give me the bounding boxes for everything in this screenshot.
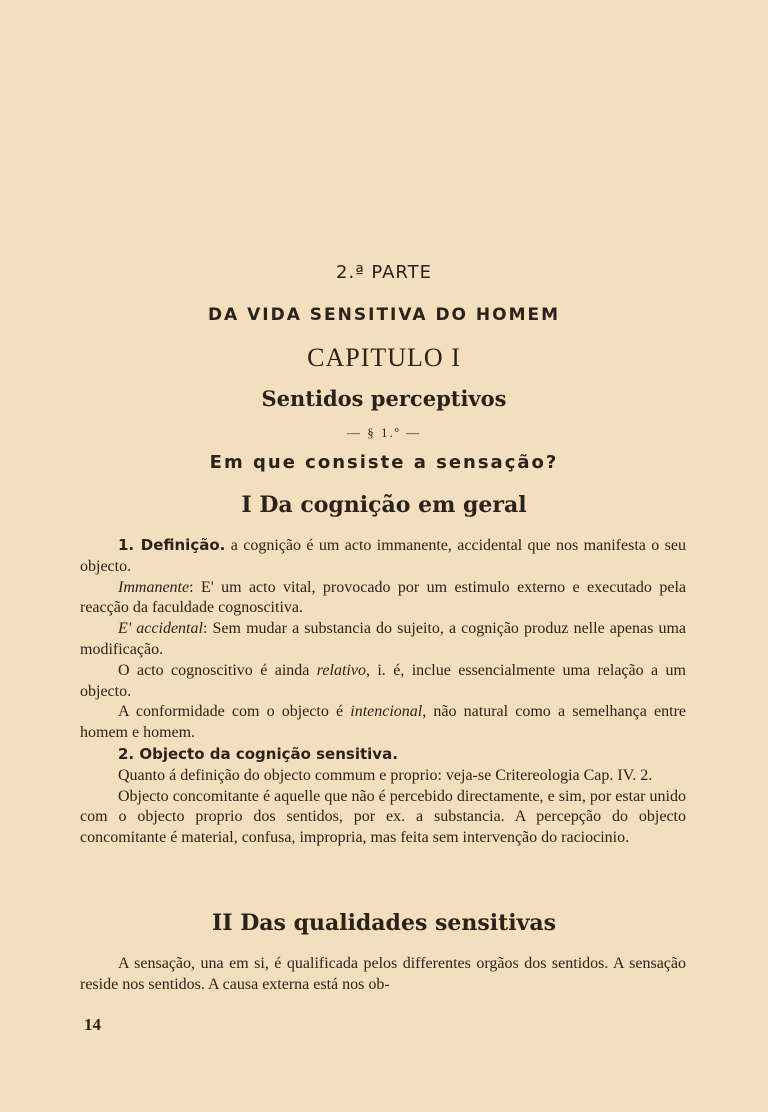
page-number: 14 <box>84 1015 101 1034</box>
section-heading-1: I Da cognição em geral <box>241 492 527 518</box>
section-heading-2: II Das qualidades sensitivas <box>211 910 557 936</box>
immanente-text: : E' um acto vital, provocado por um estimulo externo e executado pela reacção da faculdade cognoscitiva. <box>80 578 686 617</box>
relativo-text-a: O acto cognoscitivo é ainda <box>118 661 317 679</box>
question-heading: Em que consiste a sensação? <box>209 452 559 473</box>
definition-text: a cognição é um acto immanente, accidental que nos manifesta o seu objecto. <box>80 537 687 575</box>
paragraph-immanente <box>80 578 686 620</box>
part-title: DA VIDA SENSITIVA DO HOMEM <box>207 305 561 325</box>
intencional-term: intencional <box>350 703 423 721</box>
intencional-text-b: , não natural como a semelhança entre homem e homem. <box>80 703 686 742</box>
paragraph-definition <box>80 535 686 578</box>
paragraph-objecto-heading <box>80 744 686 766</box>
paragraph-accidental <box>80 619 686 661</box>
chapter-title: Sentidos perceptivos <box>261 386 507 411</box>
relativo-text-b: , i. é, inclue essencialmente uma relação a um objecto. <box>80 661 686 700</box>
definition-label: 1. Definição. <box>118 536 226 554</box>
paragraph-relativo <box>80 661 686 703</box>
accidental-term: E' accidental <box>118 620 203 638</box>
objecto-label: 2. Objecto da cognição sensitiva. <box>118 744 398 763</box>
accidental-text: : Sem mudar a substancia do sujeito, a cognição produz nelle apenas uma modificação. <box>80 620 686 658</box>
paragraph-concomitante: Objecto concomitante é aquelle que não é percebido directamente, e sim, por estar unido com o objecto proprio dos sentidos, por ex. a substancia. A percepção do objecto concomitante é material, confusa, impropria, mas feita sem intervenção do raciocinio. <box>80 787 686 847</box>
paragraph-sensacao: A sensação, una em si, é qualificada pelos differentes orgãos dos sentidos. A sensação reside nos sentidos. A causa externa está nos ob- <box>80 955 686 993</box>
paragraph-definicao-objecto: Quanto á definição do objecto commum e proprio: veja-se Critereologia Cap. IV. 2. <box>118 766 653 784</box>
relativo-term: relativo <box>316 661 366 679</box>
paragraph-intencional <box>80 702 686 744</box>
section-2-body <box>80 954 686 996</box>
section-1-body <box>80 535 686 849</box>
paragraph-mark: — § 1.º — <box>346 425 422 440</box>
intencional-text-a: A conformidade com o objecto é <box>118 703 351 721</box>
part-heading: 2.ª PARTE <box>336 262 432 283</box>
immanente-term: Immanente <box>118 578 190 596</box>
chapter-heading: CAPITULO I <box>307 343 461 372</box>
